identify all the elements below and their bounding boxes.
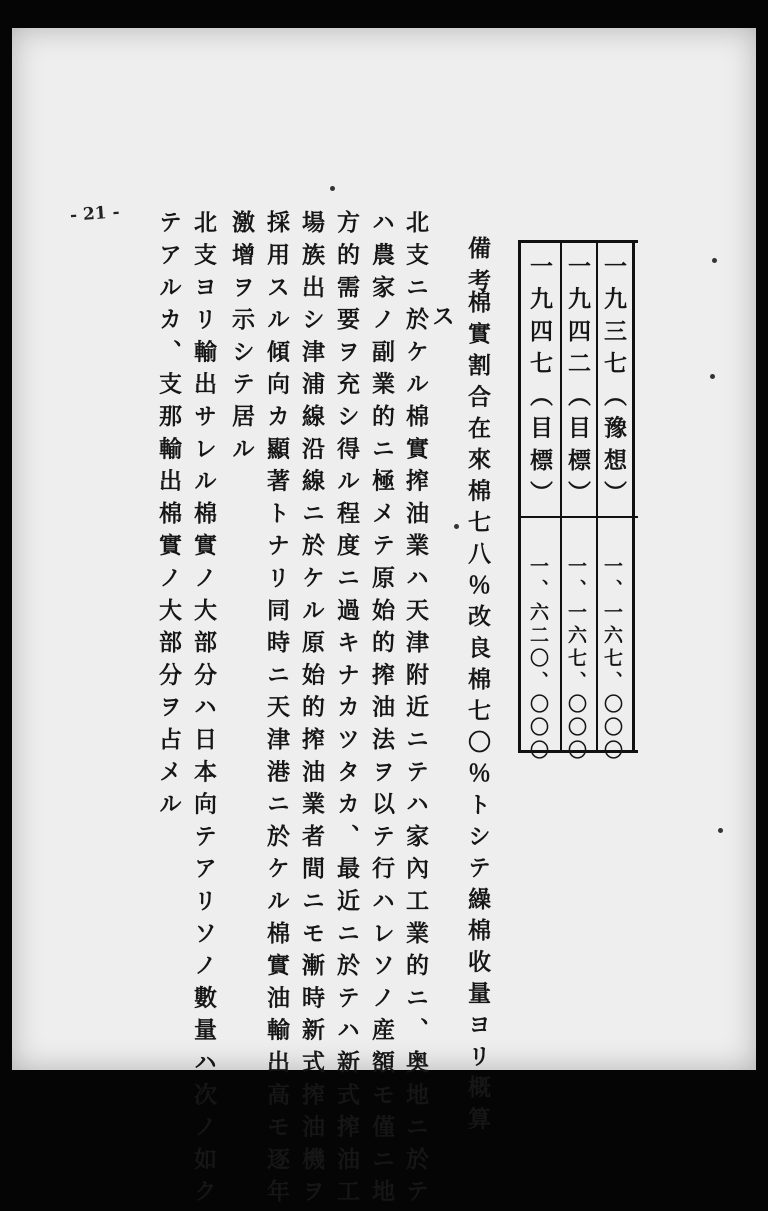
- note-continuation: ス: [428, 304, 455, 337]
- table-row-divider: [518, 516, 638, 518]
- table-border-top: [518, 240, 638, 243]
- note-label: 備考: [464, 236, 491, 301]
- document-page: [12, 28, 756, 1211]
- table-value-cell: 一、一六七、〇〇〇: [601, 556, 623, 763]
- table-year-cell: 一九三七（豫想）: [600, 254, 627, 513]
- ink-speck: [712, 258, 717, 263]
- table-value-cell: 一、一六七、〇〇〇: [565, 556, 587, 763]
- body-line: 激增ヲ示シテ居ル: [228, 210, 255, 469]
- note-text: 棉實割合在來棉七八％改良棉七〇％トシテ繰棉收量ヨリ概算: [464, 290, 491, 1138]
- table-border-left: [518, 240, 521, 753]
- table-year-cell: 一九四七（目標）: [526, 254, 553, 513]
- ink-speck: [454, 524, 459, 529]
- table-value-cell: 一、六二〇、〇〇〇: [527, 556, 549, 763]
- table-col-divider: [596, 240, 598, 753]
- table-border-right: [632, 240, 635, 753]
- page-number: - 21 -: [69, 202, 121, 226]
- ink-speck: [710, 374, 715, 379]
- body-line: 場族出シ津浦線沿線ニ於ケル原始的搾油業者間ニモ漸時新式搾油機ヲ: [298, 210, 325, 1211]
- body-line: 北支ニ於ケル棉實搾油業ハ天津附近ニテハ家內工業的ニ、奥地ニ於テ: [402, 210, 429, 1211]
- ink-speck: [330, 186, 335, 191]
- table-year-cell: 一九四二（目標）: [564, 254, 591, 513]
- body-line: 採用スル傾向カ顯著トナリ同時ニ天津港ニ於ケル棉實油輸出高モ逐年: [263, 210, 290, 1211]
- body-line: テアルカ、支那輸出棉實ノ大部分ヲ占メル: [155, 210, 182, 824]
- table-col-divider: [560, 240, 562, 753]
- body-line: ハ農家ノ副業的ニ極メテ原始的搾油法ヲ以テ行ハレソノ産額モ僅ニ地: [368, 210, 395, 1211]
- ink-speck: [718, 828, 723, 833]
- body-line: 北支ヨリ輸出サレル棉實ノ大部分ハ日本向テアリソノ數量ハ次ノ如ク: [190, 210, 217, 1211]
- body-line: 方的需要ヲ充シ得ル程度ニ過キナカツタカ、最近ニ於テハ新式搾油工: [333, 210, 360, 1211]
